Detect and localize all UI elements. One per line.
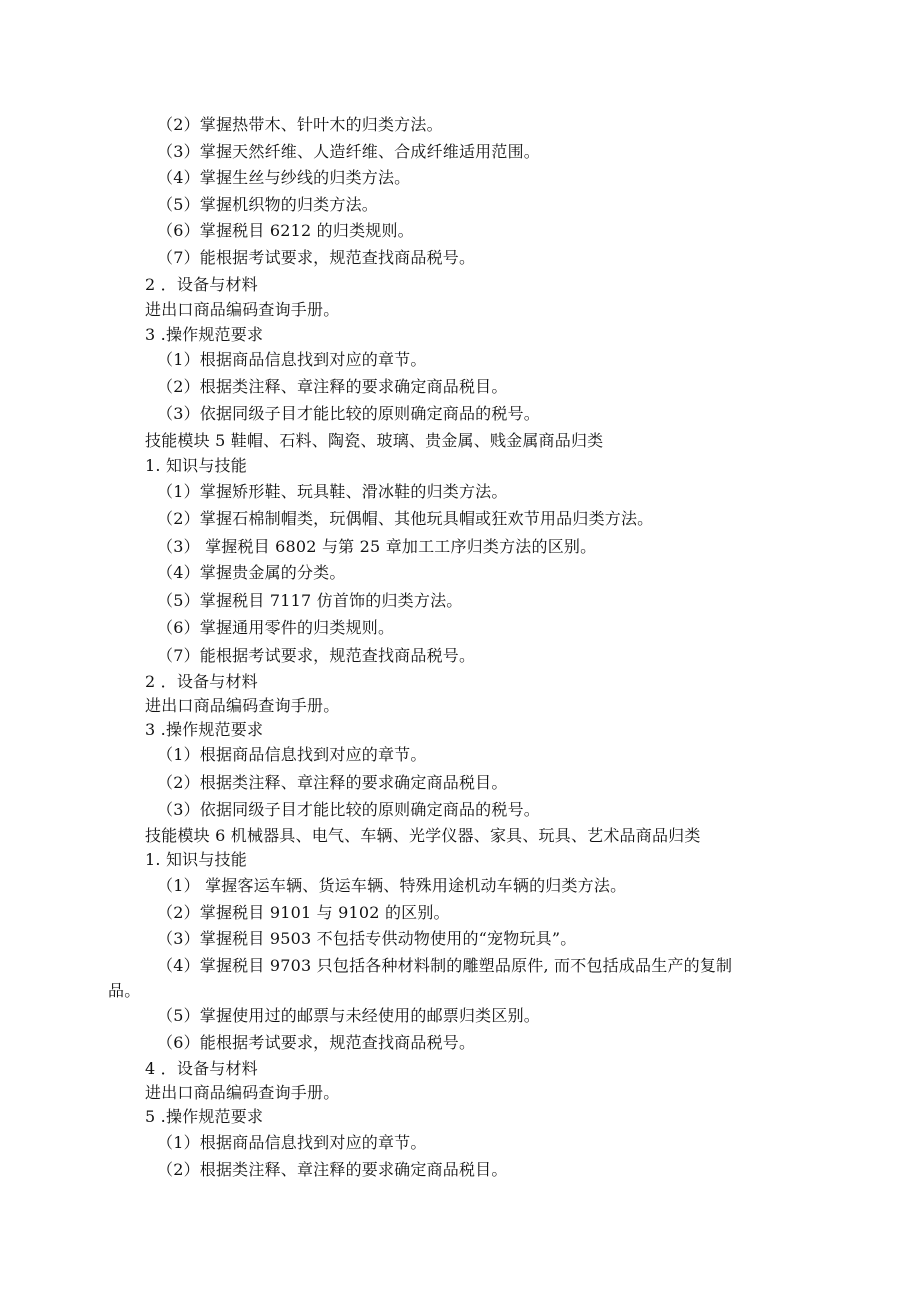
list-item: （1）掌握矫形鞋、玩具鞋、滑冰鞋的归类方法。: [157, 482, 508, 501]
list-item: （1） 掌握客运车辆、货运车辆、特殊用途机动车辆的归类方法。: [157, 876, 627, 895]
list-item: （6）能根据考试要求，规范查找商品税号。: [157, 1033, 476, 1052]
list-item: （4）掌握生丝与纱线的归类方法。: [157, 168, 411, 187]
list-item: （1）根据商品信息找到对应的章节。: [157, 350, 427, 369]
module-heading: 技能模块 5 鞋帽、石料、陶瓷、玻璃、贵金属、贱金属商品归类: [145, 431, 604, 450]
list-item: （3）掌握税目 9503 不包括专供动物使用的“宠物玩具”。: [157, 929, 577, 948]
paragraph: 进出口商品编码查询手册。: [145, 696, 340, 715]
list-item: （2）根据类注释、章注释的要求确定商品税目。: [157, 773, 508, 792]
list-item: （5）掌握使用过的邮票与未经使用的邮票归类区别。: [157, 1006, 540, 1025]
section-heading: 3 .操作规范要求: [145, 325, 264, 344]
list-item: （5）掌握机织物的归类方法。: [157, 195, 378, 214]
section-heading: 2 ．设备与材料: [145, 275, 258, 294]
paragraph: 进出口商品编码查询手册。: [145, 1083, 340, 1102]
list-item-continuation: 品。: [108, 981, 141, 1000]
section-heading: 1. 知识与技能: [145, 850, 247, 869]
list-item: （1）根据商品信息找到对应的章节。: [157, 1133, 427, 1152]
module-heading: 技能模块 6 机械器具、电气、车辆、光学仪器、家具、玩具、艺术品商品归类: [145, 826, 701, 845]
list-item: （6）掌握税目 6212 的归类规则。: [157, 221, 414, 240]
paragraph: 进出口商品编码查询手册。: [145, 300, 340, 319]
list-item: （7）能根据考试要求，规范查找商品税号。: [157, 646, 476, 665]
section-heading: 3 .操作规范要求: [145, 720, 264, 739]
section-heading: 5 .操作规范要求: [145, 1107, 264, 1126]
section-heading: 1. 知识与技能: [145, 456, 247, 475]
list-item: （3）依据同级子目才能比较的原则确定商品的税号。: [157, 404, 540, 423]
list-item: （2）掌握石棉制帽类，玩偶帽、其他玩具帽或狂欢节用品归类方法。: [157, 509, 654, 528]
list-item: （3）掌握天然纤维、人造纤维、合成纤维适用范围。: [157, 142, 540, 161]
list-item: （4）掌握税目 9703 只包括各种材料制的雕塑品原件, 而不包括成品生产的复制: [157, 956, 733, 975]
list-item: （5）掌握税目 7117 仿首饰的归类方法。: [157, 591, 463, 610]
section-heading: 2 ．设备与材料: [145, 672, 258, 691]
list-item: （3） 掌握税目 6802 与第 25 章加工工序归类方法的区别。: [157, 537, 597, 556]
list-item: （2）掌握热带木、针叶木的归类方法。: [157, 115, 443, 134]
list-item: （2）掌握税目 9101 与 9102 的区别。: [157, 903, 450, 922]
section-heading: 4 ．设备与材料: [145, 1059, 258, 1078]
list-item: （7）能根据考试要求，规范查找商品税号。: [157, 248, 476, 267]
list-item: （3）依据同级子目才能比较的原则确定商品的税号。: [157, 800, 540, 819]
list-item: （2）根据类注释、章注释的要求确定商品税目。: [157, 1160, 508, 1179]
list-item: （2）根据类注释、章注释的要求确定商品税目。: [157, 377, 508, 396]
list-item: （1）根据商品信息找到对应的章节。: [157, 745, 427, 764]
list-item: （6）掌握通用零件的归类规则。: [157, 618, 395, 637]
list-item: （4）掌握贵金属的分类。: [157, 563, 346, 582]
